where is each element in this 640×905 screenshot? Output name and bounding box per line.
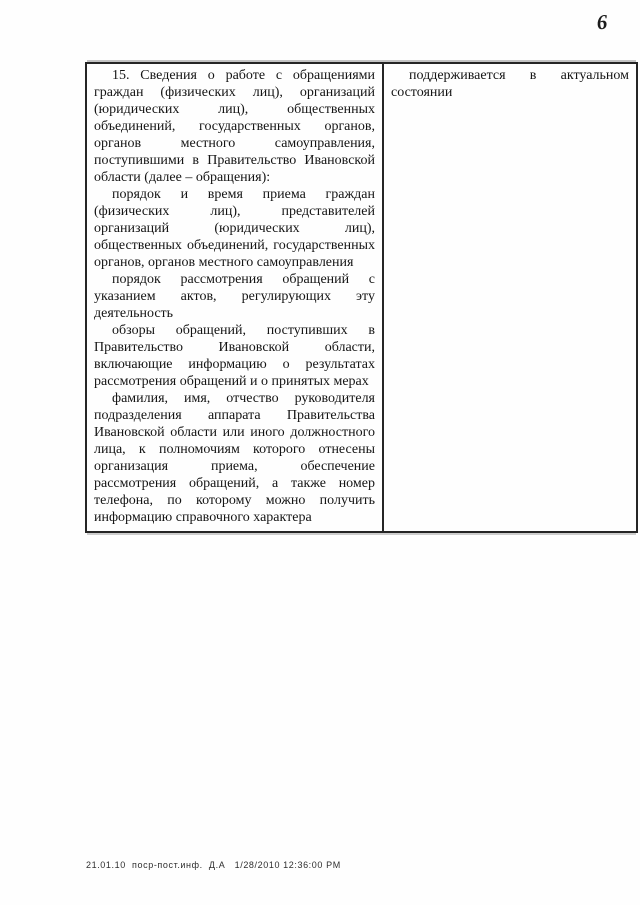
footer-note: 21.01.10 поср-пост.инф. Д.А 1/28/2010 12:36:00 PM [86, 860, 341, 870]
page-number: 6 [595, 9, 609, 35]
info-table [85, 62, 638, 533]
paragraph: 15. Сведения о работе с обращениями граждан (физических лиц), организаций (юридических лиц), общественных объединений, государственных органов, органов местного самоуправления, поступившими в Правительство Ивановской области (далее – обращения): [94, 68, 375, 185]
table-cell-status [383, 63, 637, 532]
paragraph: фамилия, имя, отчество руководителя подразделения аппарата Правительства Ивановской области или иного должностного лица, к полномочиям которого отнесены организация приема, обеспечение рассмотрения обращений, а также номер телефона, по которому можно получить информацию справочного характера [94, 391, 375, 525]
table-row [86, 63, 637, 532]
status-text: поддерживается в актуальном состоянии [391, 68, 629, 100]
table-cell-description [86, 63, 383, 532]
paragraph: порядок рассмотрения обращений с указанием актов, регулирующих эту деятельность [94, 272, 375, 321]
paragraph: порядок и время приема граждан (физических лиц), представителей организаций (юридических лиц), общественных объединений, государственных органов, органов местного самоуправления [94, 187, 375, 270]
paragraph: обзоры обращений, поступивших в Правительство Ивановской области, включающие информацию о результатах рассмотрения обращений и о принятых мерах [94, 323, 375, 389]
